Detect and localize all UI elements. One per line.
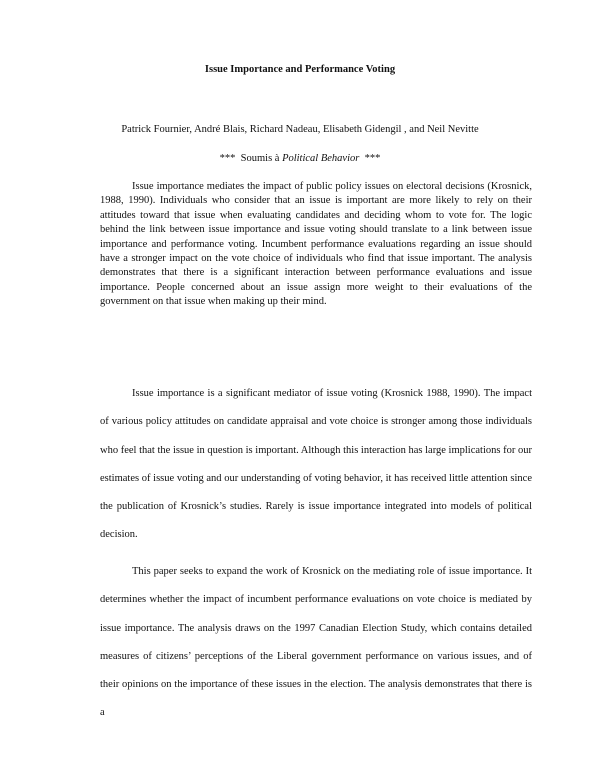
author-list: Patrick Fournier, André Blais, Richard Nadeau, Elisabeth Gidengil , and Neil Nevitte [121, 124, 479, 135]
body-paragraph-1: Issue importance is a significant mediator of issue voting (Krosnick 1988, 1990). The impact of various policy attitudes on candidate appraisal and vote choice is stronger among those individuals who feel that the issue in question is important. Although this interaction has large implications for our estimates of issue voting and our understanding of voting behavior, it has received little attention since the publication of Krosnick’s studies. Rarely is issue importance integrated into models of political decision. [100, 388, 532, 541]
body-paragraph-2: This paper seeks to expand the work of Krosnick on the mediating role of issue importance. It determines whether the impact of incumbent performance evaluations on vote choice is mediated by issue importance. The analysis draws on the 1997 Canadian Election Study, which contains detailed measures of citizens’ perceptions of the Liberal government performance on various issues, and of their opinions on the importance of these issues in the election. The analysis demonstrates that there is a [100, 566, 532, 719]
abstract: Issue importance mediates the impact of public policy issues on electoral decisions (Krosnick, 1988, 1990). Individuals who consider that an issue is important are more likely to rely on their attitudes toward that issue when evaluating candidates and deciding whom to vote for. The logic behind the link between issue importance and issue voting should translate to a link between issue importance and performance voting. Incumbent performance evaluations regarding an issue should have a stronger impact on the vote choice of individuals who find that issue important. The analysis demonstrates that there is a significant interaction between performance evaluations and issue importance. People concerned about an issue assign more weight to their evaluations of the government on that issue when making up their mind. [100, 181, 532, 308]
paper-title: Issue Importance and Performance Voting [204, 64, 396, 75]
submission-note [0, 153, 600, 164]
submission-suffix: *** [359, 153, 381, 164]
submission-prefix: *** Soumis à [219, 153, 283, 164]
journal-name: Political Behavior [282, 153, 360, 164]
